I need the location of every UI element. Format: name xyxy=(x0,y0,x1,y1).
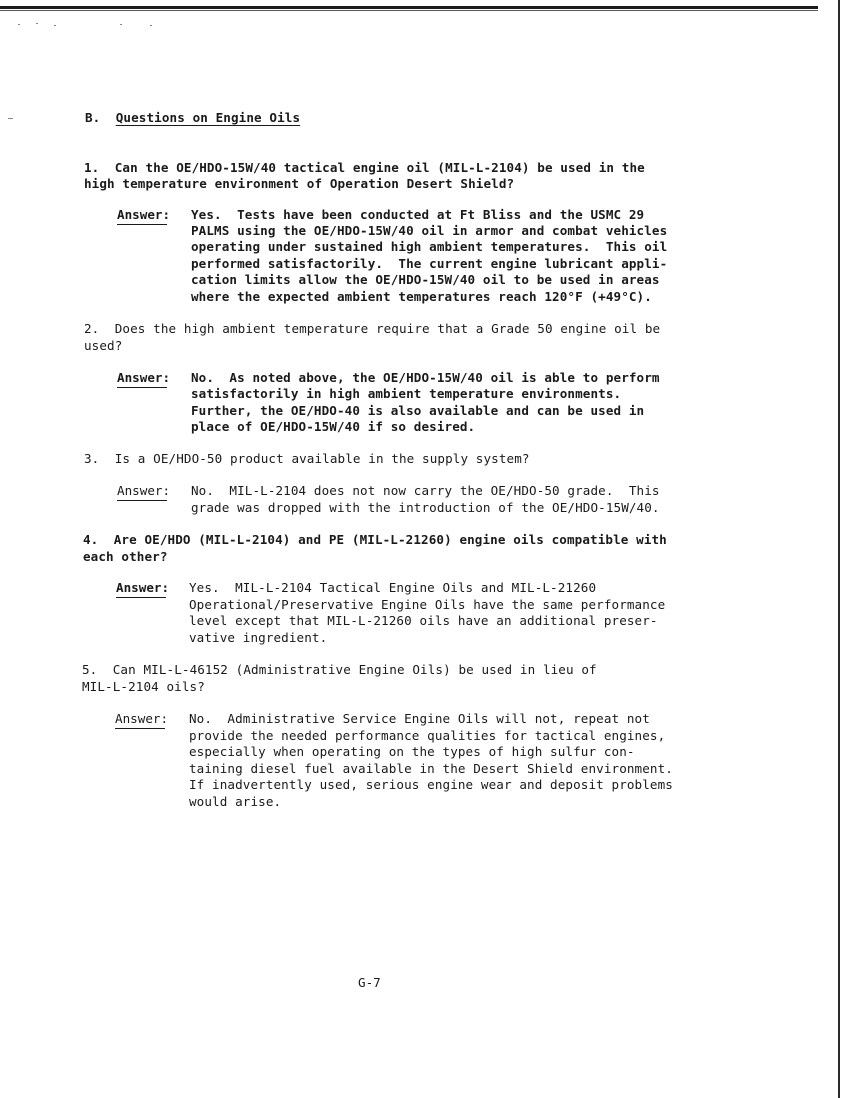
answer-text-line: If inadvertently used, serious engine wear and deposit problems xyxy=(189,777,673,792)
scan-speck xyxy=(120,24,122,25)
answer-text-line: No. Administrative Service Engine Oils will not, repeat not xyxy=(189,711,650,726)
answer-text-line: Yes. MIL-L-2104 Tactical Engine Oils and MIL-L-21260 xyxy=(189,580,597,595)
scan-speck xyxy=(150,25,152,26)
top-rule-thin xyxy=(0,10,818,11)
answer-text-line: taining diesel fuel available in the Desert Shield environment. xyxy=(189,761,673,776)
question-number: 3. xyxy=(84,451,100,466)
question-text-line: MIL-L-2104 oils? xyxy=(82,679,205,694)
top-rule xyxy=(0,6,818,9)
answer-text-line: where the expected ambient temperatures reach 120°F (+49°C). xyxy=(191,289,652,304)
answer-underline xyxy=(117,224,167,225)
answer-text-line: No. MIL-L-2104 does not now carry the OE/HDO-50 grade. This xyxy=(191,483,660,498)
answer-text-line: satisfactorily in high ambient temperature environments. xyxy=(191,386,622,401)
answer-text-line: operating under sustained high ambient temperatures. This oil xyxy=(191,239,668,254)
question-number: 2. xyxy=(84,321,100,336)
question-text-line: 4. Are OE/HDO (MIL-L-2104) and PE (MIL-L-21260) engine oils compatible with xyxy=(83,532,667,547)
answer-text-line: would arise. xyxy=(189,794,282,809)
answer-text-line: especially when operating on the types of high sulfur con- xyxy=(189,744,635,759)
question-text-line: high temperature environment of Operation Desert Shield? xyxy=(84,176,515,191)
answer-underline xyxy=(117,387,167,388)
section-title: Questions on Engine Oils xyxy=(115,110,301,125)
answer-label: Answer: xyxy=(116,580,170,595)
scan-speck xyxy=(8,118,13,119)
page-edge xyxy=(838,0,840,1098)
answer-label: Answer: xyxy=(115,711,169,726)
section-heading xyxy=(85,110,300,126)
question-text-line: used? xyxy=(84,338,123,353)
question-text-line: 5. Can MIL-L-46152 (Administrative Engine Oils) be used in lieu of xyxy=(82,662,597,677)
answer-underline xyxy=(115,728,165,729)
question-text-line: 1. Can the OE/HDO-15W/40 tactical engine oil (MIL-L-2104) be used in the xyxy=(84,160,645,175)
question-text-line: each other? xyxy=(83,549,168,564)
answer-underline xyxy=(116,597,166,598)
page-number: G-7 xyxy=(358,975,381,990)
answer-label: Answer: xyxy=(117,483,171,498)
scan-speck xyxy=(54,25,56,26)
section-number: B. xyxy=(85,110,101,125)
answer-text-line: vative ingredient. xyxy=(189,630,328,645)
question-number: 4. xyxy=(83,532,99,547)
answer-text-line: grade was dropped with the introduction of the OE/HDO-15W/40. xyxy=(191,500,660,515)
answer-underline xyxy=(117,500,167,501)
answer-text-line: place of OE/HDO-15W/40 if so desired. xyxy=(191,419,476,434)
answer-text-line: cation limits allow the OE/HDO-15W/40 oil to be used in areas xyxy=(191,272,660,287)
scan-speck xyxy=(18,24,20,25)
answer-label: Answer: xyxy=(117,207,171,222)
answer-text-line: No. As noted above, the OE/HDO-15W/40 oil is able to perform xyxy=(191,370,660,385)
scan-speck xyxy=(36,23,38,24)
question-text-line: 3. Is a OE/HDO-50 product available in the supply system? xyxy=(84,451,530,466)
answer-text-line: level except that MIL-L-21260 oils have an additional preser- xyxy=(189,613,658,628)
answer-text-line: performed satisfactorily. The current engine lubricant appli- xyxy=(191,256,668,271)
answer-text-line: Further, the OE/HDO-40 is also available and can be used in xyxy=(191,403,645,418)
question-number: 1. xyxy=(84,160,100,175)
question-text-line: 2. Does the high ambient temperature require that a Grade 50 engine oil be xyxy=(84,321,661,336)
answer-label: Answer: xyxy=(117,370,171,385)
answer-text-line: provide the needed performance qualities for tactical engines, xyxy=(189,728,666,743)
answer-text-line: Operational/Preservative Engine Oils have the same performance xyxy=(189,597,666,612)
question-number: 5. xyxy=(82,662,98,677)
answer-text-line: PALMS using the OE/HDO-15W/40 oil in armor and combat vehicles xyxy=(191,223,668,238)
answer-text-line: Yes. Tests have been conducted at Ft Bliss and the USMC 29 xyxy=(191,207,645,222)
